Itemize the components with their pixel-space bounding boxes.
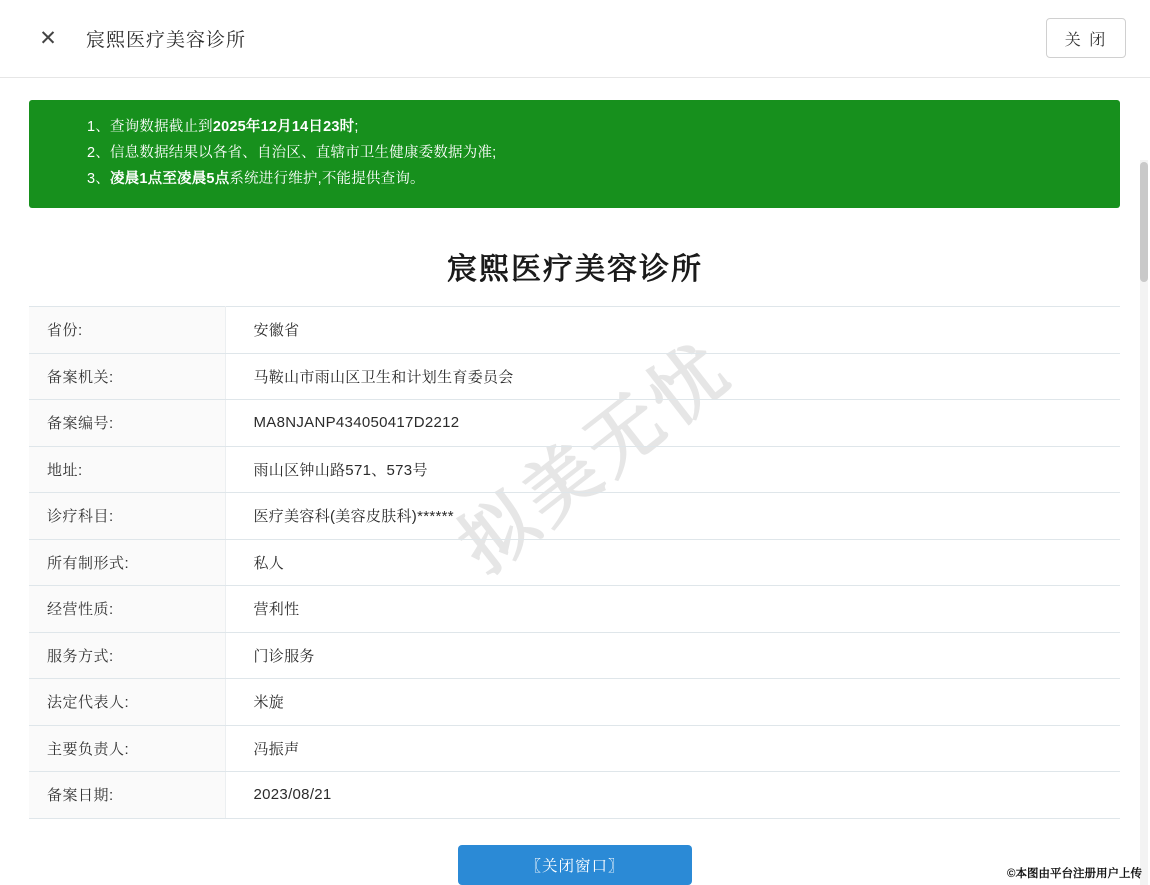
row-value: 雨山区钟山路571、573号: [225, 446, 1120, 493]
close-button[interactable]: 关 闭: [1046, 18, 1126, 58]
row-label: 所有制形式:: [29, 539, 225, 586]
clinic-info-table: [29, 306, 1120, 819]
table-row: [29, 632, 1120, 679]
watermark-text: 拟美无忧: [443, 325, 749, 591]
title-bar: [0, 0, 1150, 78]
table-row: [29, 725, 1120, 772]
row-value: MA8NJANP434050417D2212: [225, 400, 1120, 447]
table-row: [29, 353, 1120, 400]
row-value: 2023/08/21: [225, 772, 1120, 819]
row-label: 备案日期:: [29, 772, 225, 819]
scrollbar-thumb[interactable]: [1140, 162, 1148, 282]
notice-line-1: 1、查询数据截止到2025年12月14日23时;: [87, 119, 359, 135]
row-label: 法定代表人:: [29, 679, 225, 726]
row-label: 服务方式:: [29, 632, 225, 679]
page-title: 宸熙医疗美容诊所: [447, 253, 703, 286]
row-label: 经营性质:: [29, 586, 225, 633]
row-label: 省份:: [29, 307, 225, 354]
footer-bar: [29, 845, 1121, 885]
table-row: [29, 586, 1120, 633]
row-label: 诊疗科目:: [29, 493, 225, 540]
content-area: [0, 78, 1150, 885]
close-x-icon[interactable]: ✕: [39, 27, 57, 50]
row-value: 马鞍山市雨山区卫生和计划生育委员会: [225, 353, 1120, 400]
row-label: 主要负责人:: [29, 725, 225, 772]
upload-credit: ©本图由平台注册用户上传: [1007, 868, 1142, 880]
table-row: [29, 493, 1120, 540]
table-row: [29, 307, 1120, 354]
row-value: 营利性: [225, 586, 1120, 633]
row-value: 私人: [225, 539, 1120, 586]
row-value: 安徽省: [225, 307, 1120, 354]
row-label: 地址:: [29, 446, 225, 493]
notice-banner: [29, 100, 1120, 208]
table-row: [29, 539, 1120, 586]
window-title: 宸熙医疗美容诊所: [86, 30, 247, 51]
notice-line-3: 3、凌晨1点至凌晨5点系统进行维护,不能提供查询。: [87, 171, 425, 187]
row-value: 米旋: [225, 679, 1120, 726]
table-row: [29, 400, 1120, 447]
row-value: 门诊服务: [225, 632, 1120, 679]
row-value: 冯振声: [225, 725, 1120, 772]
close-window-button[interactable]: 〖关闭窗口〗: [458, 845, 692, 885]
row-label: 备案编号:: [29, 400, 225, 447]
notice-line-2: 2、信息数据结果以各省、自治区、直辖市卫生健康委数据为准;: [87, 145, 497, 161]
table-row: [29, 679, 1120, 726]
row-value: 医疗美容科(美容皮肤科)******: [225, 493, 1120, 540]
table-row: [29, 446, 1120, 493]
row-label: 备案机关:: [29, 353, 225, 400]
table-row: [29, 772, 1120, 819]
